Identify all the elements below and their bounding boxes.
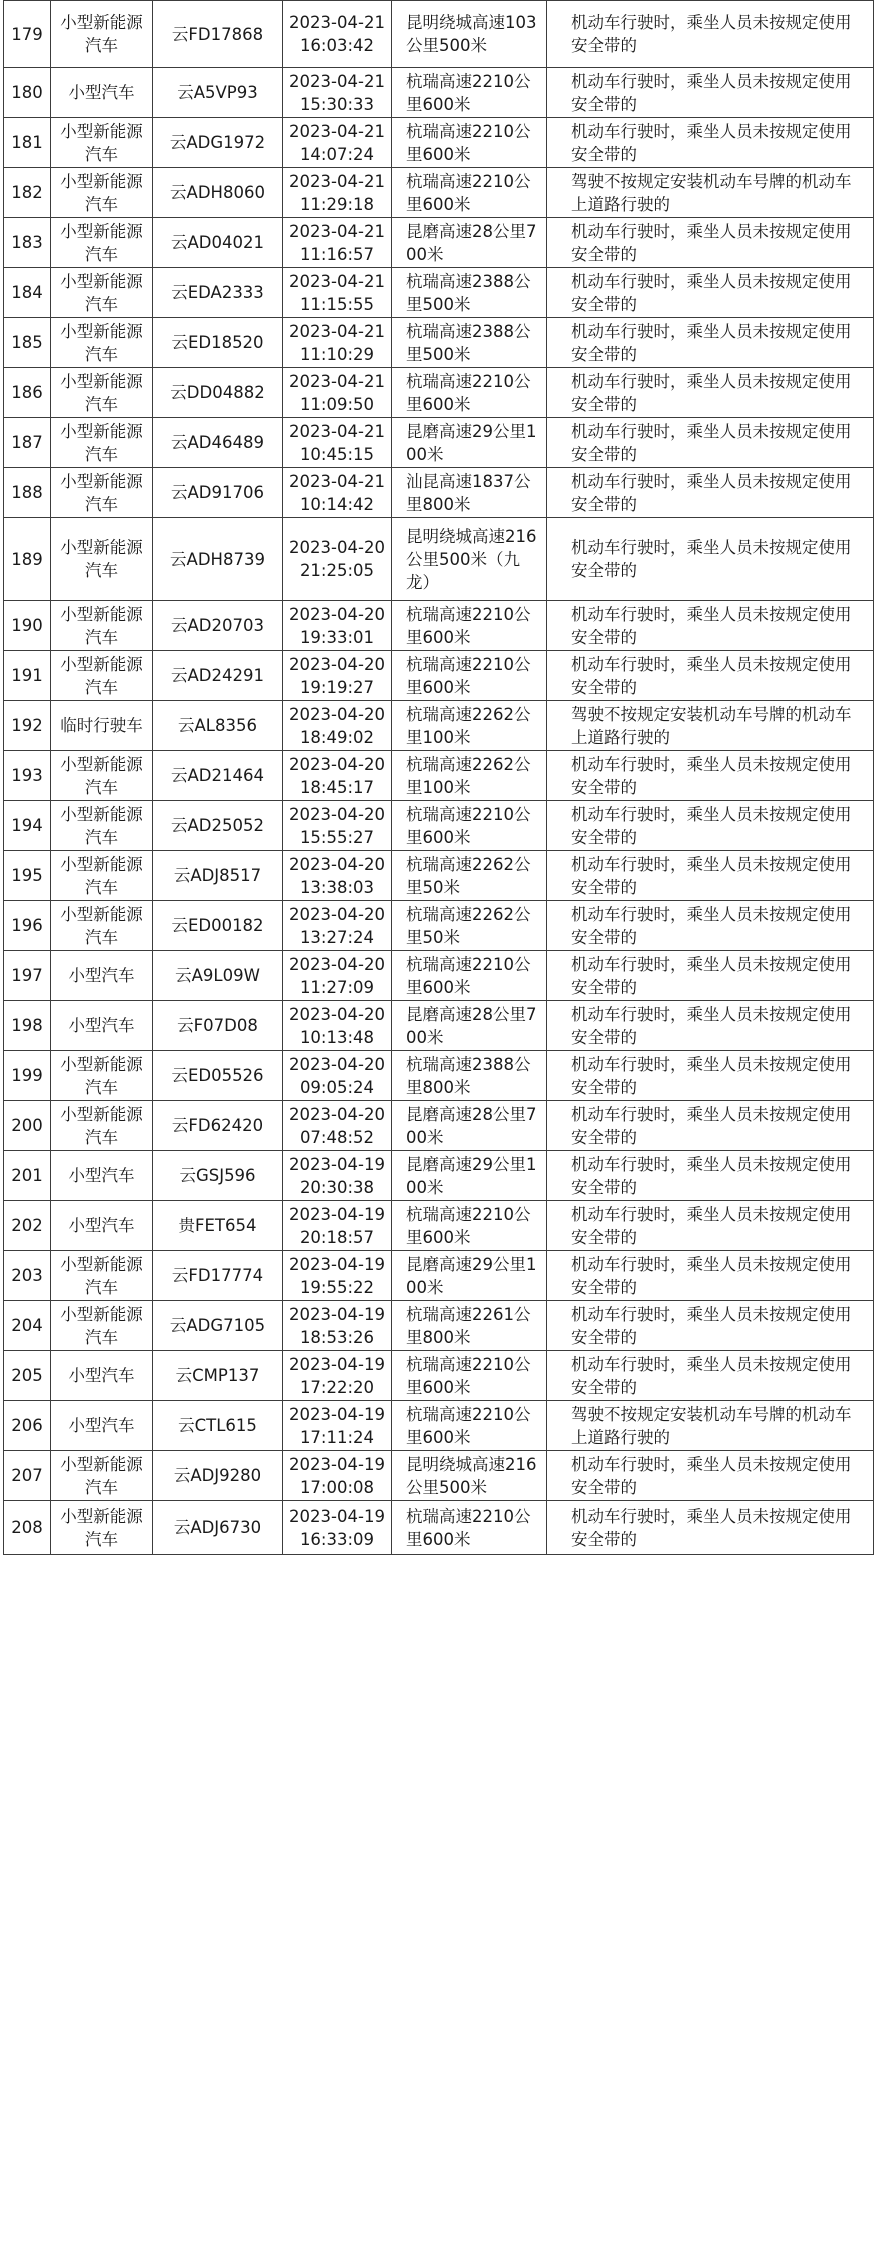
violation-time-cell: 2023-04-20 18:45:17	[283, 751, 392, 801]
table-row	[4, 168, 874, 218]
violation-time-cell: 2023-04-21 11:10:29	[283, 318, 392, 368]
vehicle-type-cell: 小型新能源汽车	[51, 368, 153, 418]
violation-time-cell: 2023-04-21 11:29:18	[283, 168, 392, 218]
vehicle-type-cell: 小型新能源汽车	[51, 1, 153, 68]
vehicle-type-cell: 小型新能源汽车	[51, 751, 153, 801]
plate-number-cell: 云AD20703	[153, 601, 283, 651]
violation-description-cell: 机动车行驶时，乘坐人员未按规定使用安全带的	[547, 751, 874, 801]
vehicle-type-cell: 小型汽车	[51, 1001, 153, 1051]
table-row	[4, 701, 874, 751]
violation-location-cell: 昆磨高速29公里100米	[392, 418, 547, 468]
violation-location-cell: 杭瑞高速2262公里50米	[392, 851, 547, 901]
record-number-cell: 203	[4, 1251, 51, 1301]
record-number-cell: 186	[4, 368, 51, 418]
plate-number-cell: 云AD04021	[153, 218, 283, 268]
plate-number-cell: 云AD46489	[153, 418, 283, 468]
violation-time-cell: 2023-04-21 11:15:55	[283, 268, 392, 318]
violation-location-cell: 杭瑞高速2210公里600米	[392, 118, 547, 168]
violation-description-cell: 机动车行驶时，乘坐人员未按规定使用安全带的	[547, 468, 874, 518]
violation-time-cell: 2023-04-20 07:48:52	[283, 1101, 392, 1151]
violation-location-cell: 杭瑞高速2388公里800米	[392, 1051, 547, 1101]
violation-time-cell: 2023-04-20 15:55:27	[283, 801, 392, 851]
plate-number-cell: 贵FET654	[153, 1201, 283, 1251]
vehicle-type-cell: 小型新能源汽车	[51, 851, 153, 901]
violation-location-cell: 杭瑞高速2388公里500米	[392, 318, 547, 368]
record-number-cell: 179	[4, 1, 51, 68]
violation-time-cell: 2023-04-21 16:03:42	[283, 1, 392, 68]
vehicle-type-cell: 小型新能源汽车	[51, 1301, 153, 1351]
table-row	[4, 651, 874, 701]
record-number-cell: 183	[4, 218, 51, 268]
record-number-cell: 199	[4, 1051, 51, 1101]
violation-time-cell: 2023-04-20 19:19:27	[283, 651, 392, 701]
table-row	[4, 1, 874, 68]
table-row	[4, 601, 874, 651]
violation-description-cell: 机动车行驶时，乘坐人员未按规定使用安全带的	[547, 318, 874, 368]
violation-description-cell: 机动车行驶时，乘坐人员未按规定使用安全带的	[547, 518, 874, 601]
violation-location-cell: 杭瑞高速2210公里600米	[392, 368, 547, 418]
record-number-cell: 208	[4, 1501, 51, 1555]
violation-description-cell: 机动车行驶时，乘坐人员未按规定使用安全带的	[547, 851, 874, 901]
record-number-cell: 185	[4, 318, 51, 368]
table-row	[4, 368, 874, 418]
violation-description-cell: 机动车行驶时，乘坐人员未按规定使用安全带的	[547, 1051, 874, 1101]
violation-description-cell: 机动车行驶时，乘坐人员未按规定使用安全带的	[547, 1301, 874, 1351]
violation-time-cell: 2023-04-21 15:30:33	[283, 68, 392, 118]
vehicle-type-cell: 小型汽车	[51, 951, 153, 1001]
plate-number-cell: 云ADJ9280	[153, 1451, 283, 1501]
table-row	[4, 1401, 874, 1451]
plate-number-cell: 云ED18520	[153, 318, 283, 368]
vehicle-type-cell: 小型汽车	[51, 1401, 153, 1451]
violation-description-cell: 机动车行驶时，乘坐人员未按规定使用安全带的	[547, 1101, 874, 1151]
plate-number-cell: 云ED00182	[153, 901, 283, 951]
table-row	[4, 801, 874, 851]
table-row	[4, 1451, 874, 1501]
table-row	[4, 318, 874, 368]
plate-number-cell: 云ADJ8517	[153, 851, 283, 901]
vehicle-type-cell: 小型新能源汽车	[51, 418, 153, 468]
violation-description-cell: 驾驶不按规定安装机动车号牌的机动车上道路行驶的	[547, 168, 874, 218]
table-row	[4, 851, 874, 901]
record-number-cell: 200	[4, 1101, 51, 1151]
vehicle-type-cell: 小型汽车	[51, 1351, 153, 1401]
violation-location-cell: 昆磨高速28公里700米	[392, 1001, 547, 1051]
vehicle-type-cell: 小型新能源汽车	[51, 901, 153, 951]
plate-number-cell: 云FD62420	[153, 1101, 283, 1151]
violation-location-cell: 杭瑞高速2210公里600米	[392, 1501, 547, 1555]
vehicle-type-cell: 小型新能源汽车	[51, 1051, 153, 1101]
table-row	[4, 951, 874, 1001]
violation-time-cell: 2023-04-21 14:07:24	[283, 118, 392, 168]
violation-time-cell: 2023-04-19 20:30:38	[283, 1151, 392, 1201]
violation-time-cell: 2023-04-21 10:14:42	[283, 468, 392, 518]
table-row	[4, 418, 874, 468]
table-row	[4, 1051, 874, 1101]
violation-time-cell: 2023-04-19 20:18:57	[283, 1201, 392, 1251]
record-number-cell: 191	[4, 651, 51, 701]
vehicle-type-cell: 临时行驶车	[51, 701, 153, 751]
violation-location-cell: 杭瑞高速2210公里600米	[392, 801, 547, 851]
plate-number-cell: 云CMP137	[153, 1351, 283, 1401]
plate-number-cell: 云ADH8739	[153, 518, 283, 601]
record-number-cell: 182	[4, 168, 51, 218]
violation-time-cell: 2023-04-21 11:09:50	[283, 368, 392, 418]
violation-time-cell: 2023-04-19 19:55:22	[283, 1251, 392, 1301]
vehicle-type-cell: 小型新能源汽车	[51, 801, 153, 851]
violation-time-cell: 2023-04-20 21:25:05	[283, 518, 392, 601]
table-row	[4, 1201, 874, 1251]
violation-time-cell: 2023-04-20 11:27:09	[283, 951, 392, 1001]
record-number-cell: 190	[4, 601, 51, 651]
record-number-cell: 198	[4, 1001, 51, 1051]
violation-description-cell: 机动车行驶时，乘坐人员未按规定使用安全带的	[547, 901, 874, 951]
plate-number-cell: 云F07D08	[153, 1001, 283, 1051]
plate-number-cell: 云GSJ596	[153, 1151, 283, 1201]
violation-description-cell: 机动车行驶时，乘坐人员未按规定使用安全带的	[547, 1451, 874, 1501]
vehicle-type-cell: 小型新能源汽车	[51, 468, 153, 518]
violation-location-cell: 昆磨高速29公里100米	[392, 1251, 547, 1301]
violation-description-cell: 机动车行驶时，乘坐人员未按规定使用安全带的	[547, 1, 874, 68]
violation-location-cell: 杭瑞高速2210公里600米	[392, 168, 547, 218]
plate-number-cell: 云FD17868	[153, 1, 283, 68]
violation-description-cell: 机动车行驶时，乘坐人员未按规定使用安全带的	[547, 368, 874, 418]
violation-description-cell: 机动车行驶时，乘坐人员未按规定使用安全带的	[547, 218, 874, 268]
record-number-cell: 193	[4, 751, 51, 801]
violation-location-cell: 昆明绕城高速216公里500米	[392, 1451, 547, 1501]
record-number-cell: 195	[4, 851, 51, 901]
violation-description-cell: 机动车行驶时，乘坐人员未按规定使用安全带的	[547, 118, 874, 168]
table-row	[4, 751, 874, 801]
violation-location-cell: 杭瑞高速2210公里600米	[392, 1401, 547, 1451]
vehicle-type-cell: 小型新能源汽车	[51, 601, 153, 651]
violation-location-cell: 杭瑞高速2210公里600米	[392, 651, 547, 701]
plate-number-cell: 云EDA2333	[153, 268, 283, 318]
violation-description-cell: 机动车行驶时，乘坐人员未按规定使用安全带的	[547, 1501, 874, 1555]
record-number-cell: 201	[4, 1151, 51, 1201]
plate-number-cell: 云AD21464	[153, 751, 283, 801]
vehicle-type-cell: 小型新能源汽车	[51, 268, 153, 318]
table-row	[4, 1101, 874, 1151]
table-row	[4, 1251, 874, 1301]
violation-description-cell: 机动车行驶时，乘坐人员未按规定使用安全带的	[547, 1201, 874, 1251]
violation-description-cell: 机动车行驶时，乘坐人员未按规定使用安全带的	[547, 418, 874, 468]
record-number-cell: 206	[4, 1401, 51, 1451]
violation-description-cell: 机动车行驶时，乘坐人员未按规定使用安全带的	[547, 1001, 874, 1051]
violation-location-cell: 昆磨高速28公里700米	[392, 1101, 547, 1151]
plate-number-cell: 云FD17774	[153, 1251, 283, 1301]
plate-number-cell: 云ADG1972	[153, 118, 283, 168]
violation-location-cell: 杭瑞高速2210公里600米	[392, 1201, 547, 1251]
table-row	[4, 68, 874, 118]
violation-location-cell: 杭瑞高速2262公里100米	[392, 751, 547, 801]
table-row	[4, 901, 874, 951]
violation-location-cell: 杭瑞高速2210公里600米	[392, 1351, 547, 1401]
violation-location-cell: 杭瑞高速2262公里50米	[392, 901, 547, 951]
record-number-cell: 194	[4, 801, 51, 851]
record-number-cell: 189	[4, 518, 51, 601]
violation-location-cell: 杭瑞高速2210公里600米	[392, 68, 547, 118]
plate-number-cell: 云ED05526	[153, 1051, 283, 1101]
violation-time-cell: 2023-04-19 17:11:24	[283, 1401, 392, 1451]
record-number-cell: 184	[4, 268, 51, 318]
violation-time-cell: 2023-04-21 11:16:57	[283, 218, 392, 268]
violation-time-cell: 2023-04-20 13:27:24	[283, 901, 392, 951]
violation-description-cell: 机动车行驶时，乘坐人员未按规定使用安全带的	[547, 1351, 874, 1401]
violation-records-table	[3, 0, 874, 1555]
table-row	[4, 518, 874, 601]
plate-number-cell: 云A5VP93	[153, 68, 283, 118]
record-number-cell: 202	[4, 1201, 51, 1251]
violation-description-cell: 机动车行驶时，乘坐人员未按规定使用安全带的	[547, 651, 874, 701]
violation-location-cell: 杭瑞高速2261公里800米	[392, 1301, 547, 1351]
table-row	[4, 1151, 874, 1201]
violation-records-body	[4, 1, 874, 1555]
vehicle-type-cell: 小型新能源汽车	[51, 1501, 153, 1555]
plate-number-cell: 云DD04882	[153, 368, 283, 418]
violation-description-cell: 机动车行驶时，乘坐人员未按规定使用安全带的	[547, 268, 874, 318]
violation-description-cell: 机动车行驶时，乘坐人员未按规定使用安全带的	[547, 801, 874, 851]
record-number-cell: 205	[4, 1351, 51, 1401]
plate-number-cell: 云ADH8060	[153, 168, 283, 218]
record-number-cell: 187	[4, 418, 51, 468]
violation-time-cell: 2023-04-21 10:45:15	[283, 418, 392, 468]
vehicle-type-cell: 小型新能源汽车	[51, 1251, 153, 1301]
record-number-cell: 196	[4, 901, 51, 951]
vehicle-type-cell: 小型汽车	[51, 1201, 153, 1251]
violation-location-cell: 汕昆高速1837公里800米	[392, 468, 547, 518]
violation-time-cell: 2023-04-19 17:22:20	[283, 1351, 392, 1401]
plate-number-cell: 云ADG7105	[153, 1301, 283, 1351]
violation-location-cell: 杭瑞高速2262公里100米	[392, 701, 547, 751]
table-row	[4, 1001, 874, 1051]
violation-description-cell: 机动车行驶时，乘坐人员未按规定使用安全带的	[547, 601, 874, 651]
violation-location-cell: 昆明绕城高速103公里500米	[392, 1, 547, 68]
table-row	[4, 1501, 874, 1555]
table-row	[4, 1301, 874, 1351]
violation-time-cell: 2023-04-20 19:33:01	[283, 601, 392, 651]
table-row	[4, 118, 874, 168]
violation-location-cell: 杭瑞高速2388公里500米	[392, 268, 547, 318]
violation-description-cell: 机动车行驶时，乘坐人员未按规定使用安全带的	[547, 68, 874, 118]
violation-time-cell: 2023-04-20 10:13:48	[283, 1001, 392, 1051]
plate-number-cell: 云CTL615	[153, 1401, 283, 1451]
vehicle-type-cell: 小型新能源汽车	[51, 218, 153, 268]
plate-number-cell: 云AL8356	[153, 701, 283, 751]
violation-description-cell: 机动车行驶时，乘坐人员未按规定使用安全带的	[547, 951, 874, 1001]
violation-location-cell: 杭瑞高速2210公里600米	[392, 951, 547, 1001]
violation-description-cell: 机动车行驶时，乘坐人员未按规定使用安全带的	[547, 1251, 874, 1301]
violation-location-cell: 杭瑞高速2210公里600米	[392, 601, 547, 651]
violation-description-cell: 驾驶不按规定安装机动车号牌的机动车上道路行驶的	[547, 701, 874, 751]
table-row	[4, 218, 874, 268]
violation-location-cell: 昆明绕城高速216公里500米（九龙）	[392, 518, 547, 601]
violation-time-cell: 2023-04-20 13:38:03	[283, 851, 392, 901]
record-number-cell: 192	[4, 701, 51, 751]
table-row	[4, 468, 874, 518]
violation-description-cell: 机动车行驶时，乘坐人员未按规定使用安全带的	[547, 1151, 874, 1201]
vehicle-type-cell: 小型新能源汽车	[51, 651, 153, 701]
violation-description-cell: 驾驶不按规定安装机动车号牌的机动车上道路行驶的	[547, 1401, 874, 1451]
table-row	[4, 1351, 874, 1401]
plate-number-cell: 云AD25052	[153, 801, 283, 851]
vehicle-type-cell: 小型汽车	[51, 1151, 153, 1201]
plate-number-cell: 云A9L09W	[153, 951, 283, 1001]
violation-location-cell: 昆磨高速28公里700米	[392, 218, 547, 268]
plate-number-cell: 云ADJ6730	[153, 1501, 283, 1555]
violation-time-cell: 2023-04-19 17:00:08	[283, 1451, 392, 1501]
violation-time-cell: 2023-04-20 09:05:24	[283, 1051, 392, 1101]
vehicle-type-cell: 小型新能源汽车	[51, 168, 153, 218]
vehicle-type-cell: 小型新能源汽车	[51, 318, 153, 368]
violation-time-cell: 2023-04-19 18:53:26	[283, 1301, 392, 1351]
vehicle-type-cell: 小型新能源汽车	[51, 1451, 153, 1501]
record-number-cell: 197	[4, 951, 51, 1001]
violation-time-cell: 2023-04-20 18:49:02	[283, 701, 392, 751]
record-number-cell: 204	[4, 1301, 51, 1351]
vehicle-type-cell: 小型新能源汽车	[51, 518, 153, 601]
vehicle-type-cell: 小型新能源汽车	[51, 1101, 153, 1151]
record-number-cell: 181	[4, 118, 51, 168]
violation-location-cell: 昆磨高速29公里100米	[392, 1151, 547, 1201]
vehicle-type-cell: 小型新能源汽车	[51, 118, 153, 168]
record-number-cell: 180	[4, 68, 51, 118]
plate-number-cell: 云AD91706	[153, 468, 283, 518]
record-number-cell: 207	[4, 1451, 51, 1501]
violation-time-cell: 2023-04-19 16:33:09	[283, 1501, 392, 1555]
record-number-cell: 188	[4, 468, 51, 518]
table-row	[4, 268, 874, 318]
plate-number-cell: 云AD24291	[153, 651, 283, 701]
vehicle-type-cell: 小型汽车	[51, 68, 153, 118]
